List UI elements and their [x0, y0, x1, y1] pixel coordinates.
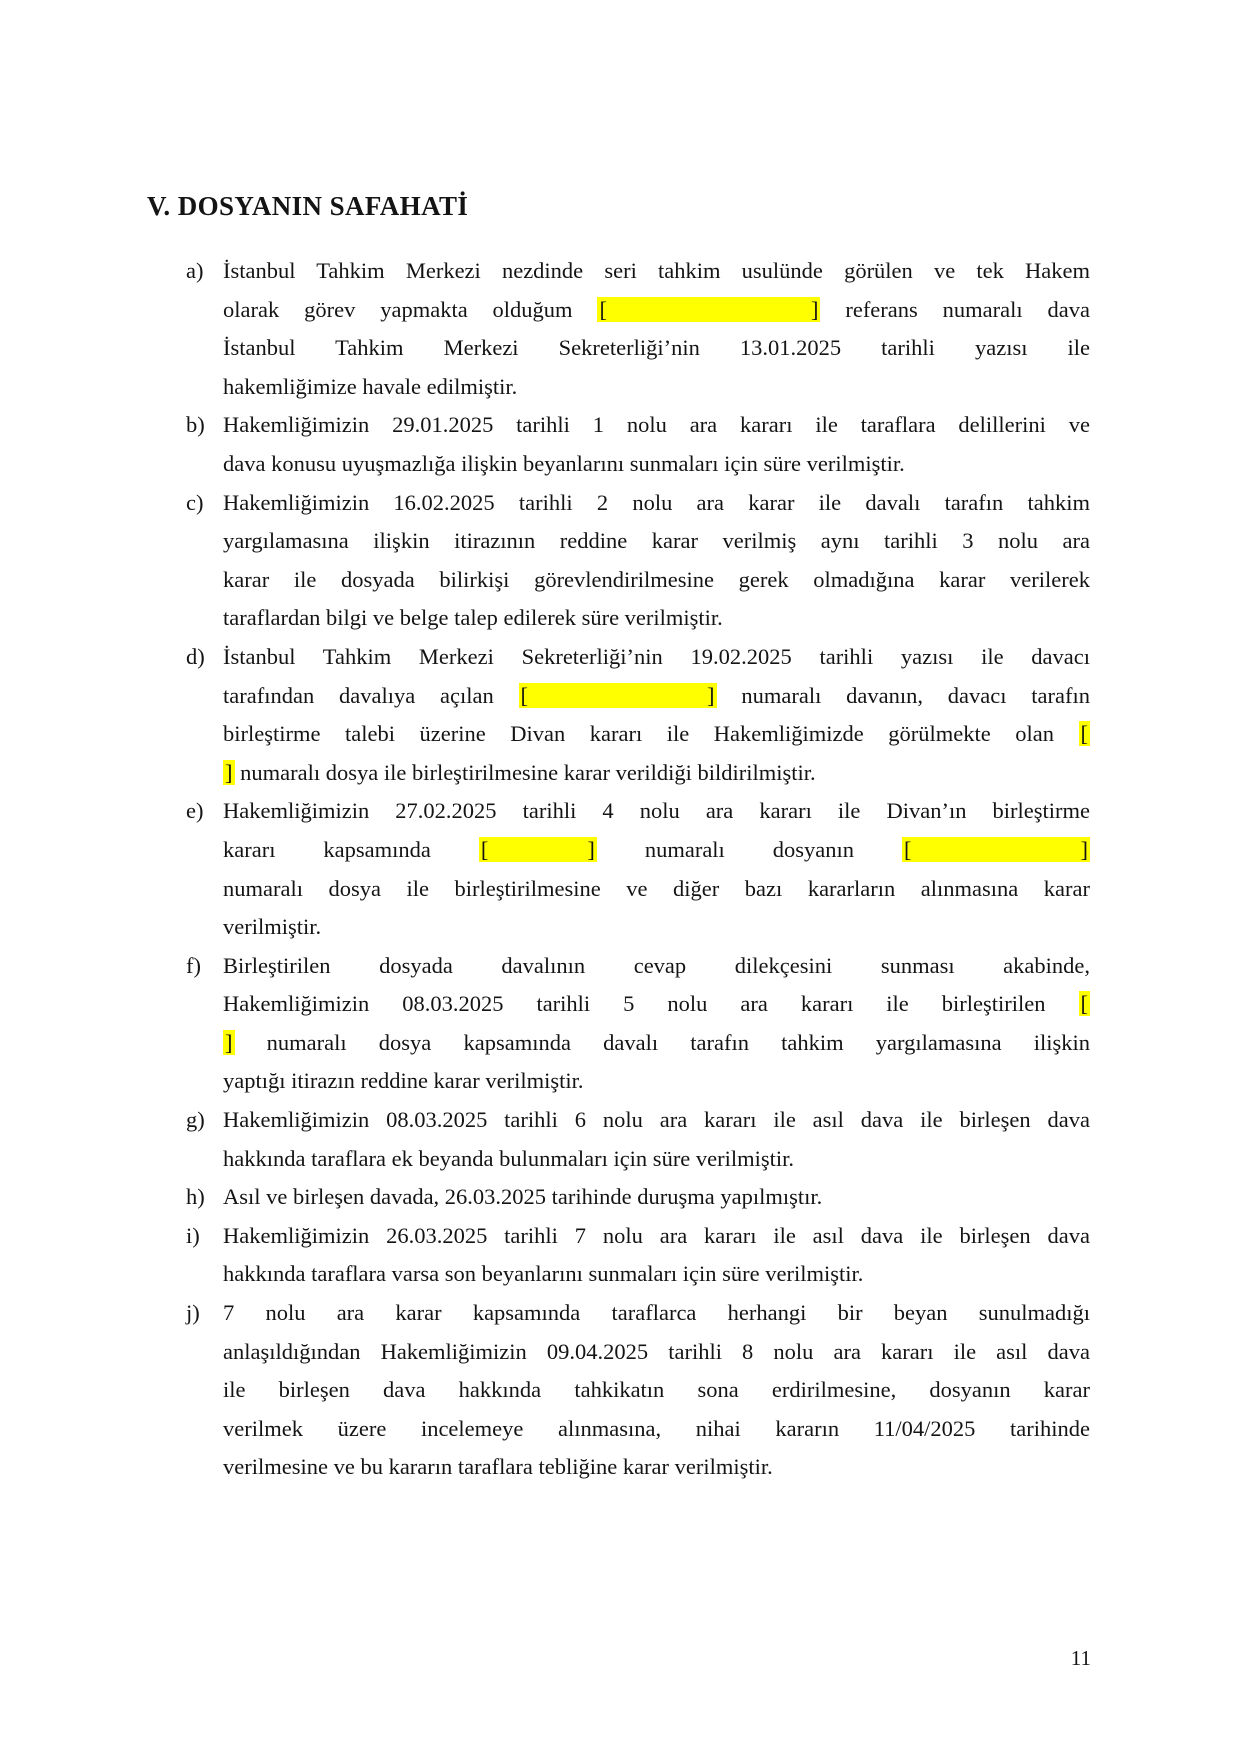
text-segment: İstanbul Tahkim Merkezi nezdinde seri tahkim usulünde görülen ve tek Hakem	[223, 258, 1090, 283]
text-segment: Hakemliğimizin 08.03.2025 tarihli 5 nolu ara kararı ile birleştirilen	[223, 991, 1079, 1017]
item-text	[223, 252, 1090, 406]
item-letter: f)	[186, 952, 201, 978]
item-text	[223, 406, 1090, 483]
open-bracket: [	[599, 296, 607, 322]
text-line	[223, 638, 1090, 677]
redaction-highlight	[597, 297, 820, 322]
text-segment: Hakemliğimizin 29.01.2025 tarihli 1 nolu ara kararı ile taraflara delillerini ve	[223, 412, 1090, 438]
text-line	[223, 1140, 1090, 1179]
text-segment: anlaşıldığından Hakemliğimizin 09.04.2025 tarihli 8 nolu ara kararı ile asıl dava	[223, 1338, 1090, 1364]
text-line	[223, 831, 1090, 870]
item-letter: a)	[186, 258, 204, 283]
list-item	[186, 947, 1090, 1101]
text-segment: kararı kapsamında	[223, 836, 479, 862]
text-line	[223, 1410, 1090, 1449]
list-item	[186, 638, 1090, 792]
text-line	[223, 561, 1090, 600]
redaction-highlight	[223, 760, 235, 785]
text-line	[223, 445, 1090, 484]
text-segment: 7 nolu ara karar kapsamında taraflarca herhangi bir beyan sunulmadığı	[223, 1300, 1090, 1326]
text-line	[223, 792, 1090, 831]
redaction-gap	[914, 855, 1079, 857]
text-line	[223, 715, 1090, 754]
text-segment: referans numaralı dava	[820, 296, 1090, 322]
item-text	[223, 638, 1090, 792]
list-item	[186, 1294, 1090, 1487]
list-item	[186, 1101, 1090, 1178]
list-item	[186, 1217, 1090, 1294]
item-letter: j)	[186, 1300, 200, 1326]
text-line	[223, 754, 1090, 793]
text-line	[223, 1294, 1090, 1333]
text-segment: Hakemliğimizin 08.03.2025 tarihli 6 nolu ara kararı ile asıl dava ile birleşen dava	[223, 1107, 1090, 1133]
item-letter: c)	[186, 489, 204, 515]
item-text	[223, 1294, 1090, 1487]
text-line	[223, 406, 1090, 445]
text-segment: hakkında taraflara ek beyanda bulunmaları için süre verilmiştir.	[223, 1145, 795, 1171]
text-line	[223, 522, 1090, 561]
close-bracket: ]	[1080, 836, 1088, 862]
text-segment: yaptığı itirazın reddine karar verilmiştir.	[223, 1068, 584, 1094]
text-line	[223, 1217, 1090, 1256]
text-segment: dava konusu uyuşmazlığa ilişkin beyanlarını sunmaları için süre verilmiştir.	[223, 450, 905, 476]
item-text	[223, 947, 1090, 1101]
list-item	[186, 1178, 1090, 1217]
item-letter: e)	[186, 798, 204, 824]
text-segment: ile birleşen dava hakkında tahkikatın sona erdirilmesine, dosyanın karar	[223, 1377, 1090, 1403]
text-segment: numaralı davanın, davacı tarafın	[716, 682, 1090, 708]
redaction-highlight	[519, 683, 717, 708]
redaction-highlight	[479, 837, 597, 862]
text-segment: numaralı dosya ile birleştirilmesine karar verildiği bildirilmiştir.	[234, 759, 816, 785]
redaction-gap	[490, 855, 585, 857]
text-segment: Asıl ve birleşen davada, 26.03.2025 tarihinde duruşma yapılmıştır.	[223, 1184, 823, 1210]
open-bracket: [	[480, 836, 489, 862]
list-item	[186, 792, 1090, 946]
open-bracket: [	[520, 682, 529, 708]
text-line	[223, 291, 1090, 330]
text-line	[223, 1101, 1090, 1140]
item-letter: g)	[186, 1107, 205, 1133]
text-line	[223, 985, 1090, 1024]
open-bracket: [	[904, 836, 912, 862]
open-bracket: [	[1080, 991, 1088, 1017]
text-line	[223, 1062, 1090, 1101]
text-segment: numaralı dosya kapsamında davalı tarafın tahkim yargılamasına ilişkin	[234, 1029, 1090, 1055]
text-segment: Birleştirilen dosyada davalının cevap dilekçesini sunması akabinde,	[223, 952, 1090, 978]
text-segment: hakkında taraflara varsa son beyanlarını sunmaları için süre verilmiştir.	[223, 1261, 864, 1287]
text-segment: yargılamasına ilişkin itirazının reddine karar verilmiş aynı tarihli 3 nolu ara	[223, 528, 1090, 554]
open-bracket: [	[1080, 721, 1088, 747]
text-line	[223, 677, 1090, 716]
text-line	[223, 599, 1090, 638]
text-segment: verilmiştir.	[223, 914, 322, 940]
text-line	[223, 947, 1090, 986]
text-line	[223, 329, 1090, 368]
item-text	[223, 1101, 1090, 1178]
text-segment: tarafından davalıya açılan	[223, 682, 519, 708]
close-bracket: ]	[587, 836, 595, 862]
page-number: 11	[1070, 1646, 1091, 1670]
redaction-highlight	[902, 837, 1090, 862]
text-line	[223, 1371, 1090, 1410]
close-bracket: ]	[225, 759, 233, 785]
text-line	[223, 1255, 1090, 1294]
text-line	[223, 1333, 1090, 1372]
item-text	[223, 792, 1090, 946]
item-text	[223, 1178, 1090, 1217]
close-bracket: ]	[225, 1029, 233, 1055]
redaction-gap	[530, 701, 705, 703]
redaction-highlight	[1079, 721, 1091, 746]
text-line	[223, 1178, 1090, 1217]
text-line	[223, 368, 1090, 407]
text-segment: olarak görev yapmakta olduğum	[223, 296, 598, 322]
item-text	[223, 484, 1090, 638]
text-line	[223, 252, 1090, 291]
redaction-highlight	[1079, 991, 1091, 1016]
text-segment: İstanbul Tahkim Merkezi Sekreterliği’nin 19.02.2025 tarihli yazısı ile davacı	[223, 643, 1090, 669]
item-letter: i)	[186, 1222, 200, 1248]
text-segment: Hakemliğimizin 27.02.2025 tarihli 4 nolu ara kararı ile Divan’ın birleştirme	[223, 798, 1090, 824]
list-item	[186, 406, 1090, 483]
redaction-gap	[609, 315, 809, 317]
list-item	[186, 252, 1090, 406]
redaction-highlight	[223, 1030, 235, 1055]
list-item	[186, 484, 1090, 638]
text-segment: Hakemliğimizin 16.02.2025 tarihli 2 nolu ara karar ile davalı tarafın tahkim	[223, 489, 1090, 515]
close-bracket: ]	[810, 296, 819, 322]
text-line	[223, 1024, 1090, 1063]
close-bracket: ]	[707, 682, 715, 708]
text-segment: birleştirme talebi üzerine Divan kararı ile Hakemliğimizde görülmekte olan	[223, 721, 1079, 747]
text-segment: taraflardan bilgi ve belge talep edilerek süre verilmiştir.	[223, 605, 723, 631]
text-segment: hakemliğimize havale edilmiştir.	[223, 373, 518, 399]
text-segment: verilmesine ve bu kararın taraflara tebliğine karar verilmiştir.	[223, 1454, 773, 1480]
text-line	[223, 1448, 1090, 1487]
text-segment: numaralı dosyanın	[596, 836, 902, 862]
item-letter: b)	[186, 412, 205, 438]
section-heading: V. DOSYANIN SAFAHATİ	[147, 191, 469, 221]
text-segment: Hakemliğimizin 26.03.2025 tarihli 7 nolu ara kararı ile asıl dava ile birleşen dava	[223, 1222, 1090, 1248]
text-line	[223, 870, 1090, 909]
text-segment: karar ile dosyada bilirkişi görevlendirilmesine gerek olmadığına karar verilerek	[223, 566, 1090, 592]
case-history-list	[186, 252, 1090, 1487]
item-letter: d)	[186, 643, 205, 669]
text-line	[223, 908, 1090, 947]
text-segment: verilmek üzere incelemeye alınmasına, nihai kararın 11/04/2025 tarihinde	[223, 1415, 1090, 1441]
item-text	[223, 1217, 1090, 1294]
text-line	[223, 484, 1090, 523]
item-letter: h)	[186, 1184, 205, 1210]
text-segment: numaralı dosya ile birleştirilmesine ve diğer bazı kararların alınmasına karar	[223, 875, 1090, 901]
text-segment: İstanbul Tahkim Merkezi Sekreterliği’nin 13.01.2025 tarihli yazısı ile	[223, 335, 1090, 361]
